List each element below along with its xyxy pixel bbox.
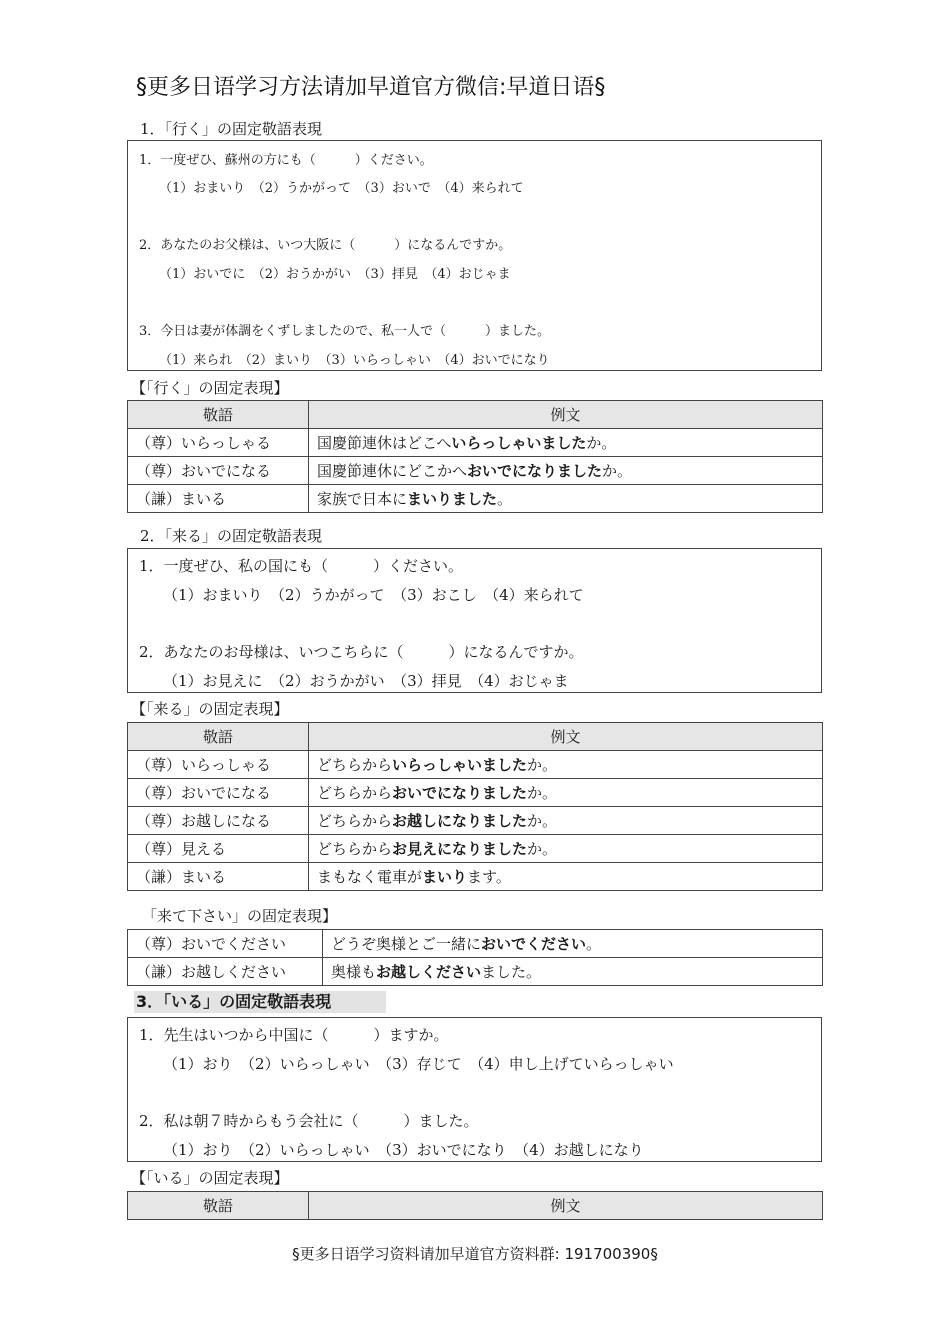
question-text: 2．私は朝７時からもう会社に（ ）ました。 [139, 1112, 479, 1130]
section3-title: 3．「いる」の固定敬語表現 [134, 991, 386, 1013]
section2-table-title: 【「来る」の固定表現】 [131, 700, 289, 718]
table-header-example: 例文 [309, 1192, 823, 1220]
keigo-cell: （尊）お越しになる [128, 807, 309, 835]
table-row [128, 751, 823, 779]
table-row [128, 863, 823, 891]
keigo-cell: （尊）見える [128, 835, 309, 863]
question-options: （1）おいでに （2）おうかがい （3）拝見 （4）おじゃま [159, 267, 511, 282]
question-text: 1．一度ぜひ、私の国にも（ ）ください。 [139, 557, 463, 575]
table-header-example: 例文 [309, 723, 823, 751]
question-options: （1）おまいり （2）うかがって （3）おいで （4）来られて [159, 181, 524, 196]
table-row [128, 779, 823, 807]
question-options: （1）おり （2）いらっしゃい （3）存じて （4）申し上げていらっしゃい [163, 1055, 674, 1073]
question-text: 3．今日は妻が体調をくずしましたので、私一人で（ ）ました。 [139, 324, 551, 339]
example-cell: どちらからお見えになりましたか。 [309, 835, 823, 863]
table-header-keigo: 敬語 [128, 723, 309, 751]
example-cell: どうぞ奥様とご一緒においでください。 [323, 930, 823, 958]
section2-question-box [127, 548, 822, 693]
example-cell: どちらからいらっしゃいましたか。 [309, 751, 823, 779]
section3-question-box [127, 1017, 822, 1162]
example-cell: まもなく電車がまいります。 [309, 863, 823, 891]
question-text: 1．先生はいつから中国に（ ）ますか。 [139, 1026, 449, 1044]
section2-table2-title: 「来て下さい」の固定表現】 [142, 907, 338, 925]
table-row [128, 429, 823, 457]
question-options: （1）お見えに （2）おうかがい （3）拝見 （4）おじゃま [163, 672, 569, 690]
table-row [128, 485, 823, 513]
keigo-cell: （謙）まいる [128, 863, 309, 891]
keigo-cell: （謙）まいる [128, 485, 309, 513]
keigo-cell: （尊）おいでになる [128, 457, 309, 485]
section1-question-box [127, 140, 822, 371]
section2-table [127, 722, 823, 891]
table-header-example: 例文 [309, 401, 823, 429]
question-options: （1）おり （2）いらっしゃい （3）おいでになり （4）お越しになり [163, 1141, 644, 1159]
table-header-keigo: 敬語 [128, 401, 309, 429]
section3-table-title: 【「いる」の固定表現】 [131, 1169, 289, 1187]
keigo-cell: （尊）おいでになる [128, 779, 309, 807]
section3-table [127, 1191, 823, 1220]
table-row [128, 835, 823, 863]
example-cell: 奥様もお越しくださいました。 [323, 958, 823, 986]
keigo-cell: （尊）いらっしゃる [128, 429, 309, 457]
example-cell: どちらからおいでになりましたか。 [309, 779, 823, 807]
section1-title: 1．「行く」の固定敬語表現 [140, 120, 323, 138]
example-cell: 国慶節連休はどこへいらっしゃいましたか。 [309, 429, 823, 457]
section2-title: 2．「来る」の固定敬語表現 [140, 527, 323, 545]
example-cell: どちらからお越しになりましたか。 [309, 807, 823, 835]
keigo-cell: （謙）お越しください [128, 958, 323, 986]
example-cell: 家族で日本にまいりました。 [309, 485, 823, 513]
question-options: （1）来られ （2）まいり （3）いらっしゃい （4）おいでになり [159, 353, 550, 368]
question-text: 2．あなたのお母様は、いつこちらに（ ）になるんですか。 [139, 643, 584, 661]
question-text: 2．あなたのお父様は、いつ大阪に（ ）になるんですか。 [139, 238, 512, 253]
keigo-cell: （尊）いらっしゃる [128, 751, 309, 779]
example-cell: 国慶節連休にどこかへおいでになりましたか。 [309, 457, 823, 485]
question-options: （1）おまいり （2）うかがって （3）おこし （4）来られて [163, 586, 584, 604]
keigo-cell: （尊）おいでください [128, 930, 323, 958]
section1-table-title: 【「行く」の固定表現】 [131, 379, 289, 397]
table-row [128, 807, 823, 835]
table-header-keigo: 敬語 [128, 1192, 309, 1220]
table-row [128, 958, 823, 986]
section1-table [127, 400, 823, 513]
page-footer: §更多日语学习资料请加早道官方资料群: 191700390§ [292, 1245, 658, 1263]
table-row [128, 457, 823, 485]
page-header: §更多日语学习方法请加早道官方微信:早道日语§ [136, 75, 606, 100]
question-text: 1．一度ぜひ、蘇州の方にも（ ）ください。 [139, 153, 433, 168]
section2-table2 [127, 929, 823, 986]
table-row [128, 930, 823, 958]
